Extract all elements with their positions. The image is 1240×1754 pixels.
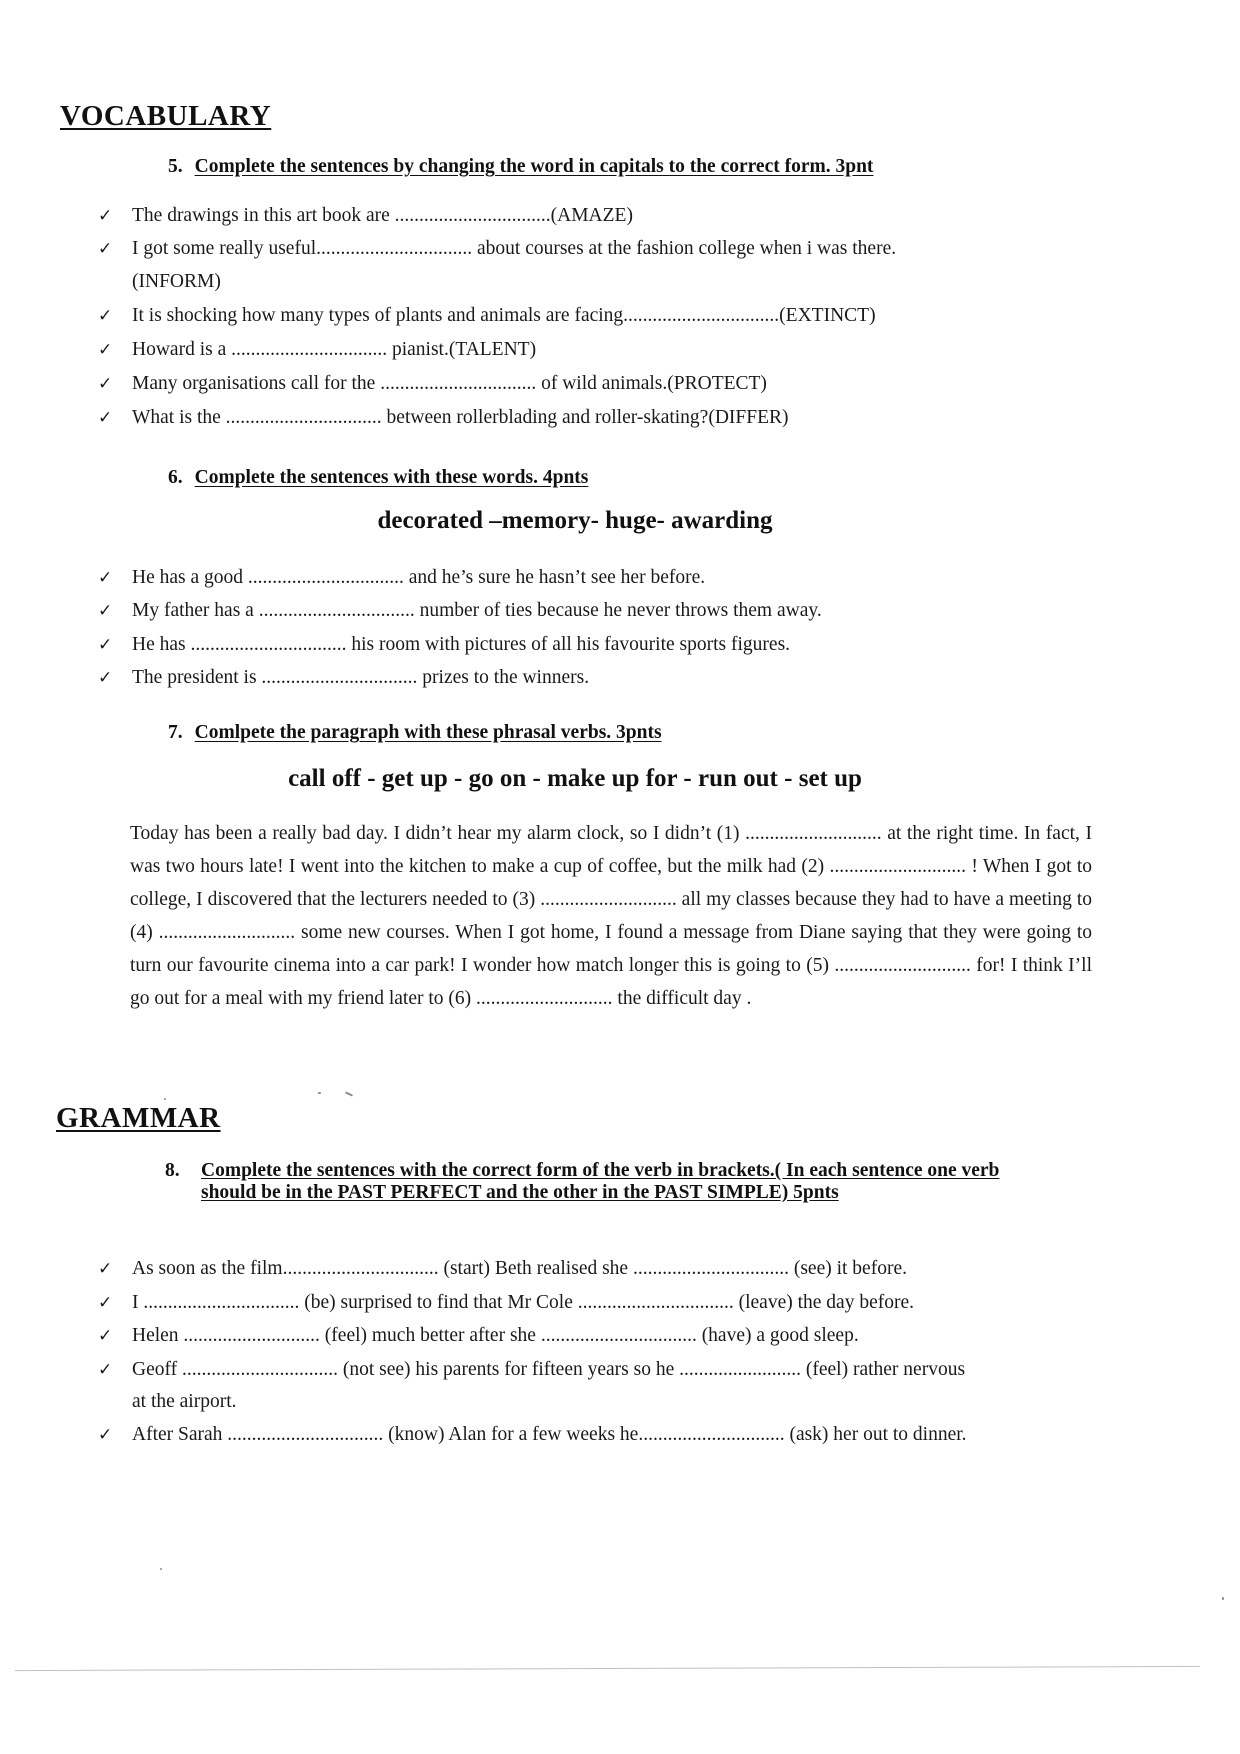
list-item <box>98 201 633 231</box>
item-text: I got some really useful................................ about courses at the fashion college when i was there. <box>132 238 897 259</box>
checkmark-icon: ✓ <box>98 635 113 655</box>
list-item <box>98 563 706 593</box>
checkmark-icon: ✓ <box>98 408 113 428</box>
list-item <box>98 369 767 399</box>
ex7-number: 7. <box>168 722 183 743</box>
list-item <box>98 1254 907 1284</box>
item-text: My father has a ................................ number of ties because he never throws them away. <box>132 600 822 621</box>
list-item <box>98 1321 859 1351</box>
scan-speck <box>164 1098 166 1100</box>
ex7-paragraph: Today has been a really bad day. I didn’t hear my alarm clock, so I didn’t (1) ............................ at the right time. In fact, I was two hours late! I went into the kitchen to make a cup of coffee, but the milk had (2) ............................ ! When I got to college, I discovered that the lecturers needed to (3) ............................ all my classes because they had to have a meeting to (4) ............................ some new courses. When I got home, I found a message from Diane saying that they were going to turn our favourite cinema into a car park! I wonder how match longer this is going to (5) ............................ for! I think I’ll go out for a meal with my friend later to (6) ............................ the difficult day . <box>130 823 1092 1009</box>
scan-speck <box>160 1568 162 1570</box>
ex7-heading <box>168 722 662 744</box>
list-item <box>98 630 791 660</box>
item-text: (INFORM) <box>132 271 221 292</box>
ex5-heading-text: Complete the sentences by changing the word in capitals to the correct form. 3pnt <box>194 156 874 177</box>
bottom-rule <box>15 1666 1200 1671</box>
item-text: Howard is a ................................ pianist.(TALENT) <box>132 339 537 360</box>
scan-speck <box>318 1092 321 1094</box>
list-item <box>98 403 789 433</box>
list-item-continuation <box>132 1387 237 1417</box>
list-item <box>98 1355 966 1385</box>
item-text: Helen ............................ (feel) much better after she ................................ (have) a good sleep. <box>132 1325 859 1346</box>
ex8-heading-text: Complete the sentences with the correct form of the verb in brackets.( In each sentence one verb should be in the PAST PERFECT and the other in the PAST SIMPLE) 5pnts <box>201 1160 1000 1203</box>
ex7-heading-text: Comlpete the paragraph with these phrasal verbs. 3pnts <box>194 722 662 743</box>
list-item <box>98 234 897 264</box>
checkmark-icon: ✓ <box>98 1293 113 1313</box>
ex6-heading <box>168 467 588 489</box>
checkmark-icon: ✓ <box>98 239 113 259</box>
list-item <box>98 335 537 365</box>
item-text: After Sarah ................................ (know) Alan for a few weeks he.............................. (ask) her out to dinner. <box>132 1424 967 1445</box>
checkmark-icon: ✓ <box>98 206 113 226</box>
checkmark-icon: ✓ <box>98 374 113 394</box>
item-text: What is the ................................ between rollerblading and roller-skating?(DIFFER) <box>132 407 789 428</box>
checkmark-icon: ✓ <box>98 1425 113 1445</box>
scan-speck <box>345 1091 353 1096</box>
item-text: at the airport. <box>132 1391 237 1412</box>
item-text: He has a good ................................ and he’s sure he hasn’t see her before. <box>132 567 706 588</box>
ex5-heading <box>168 156 873 178</box>
vocabulary-title: VOCABULARY <box>60 100 272 132</box>
ex5-number: 5. <box>168 156 183 177</box>
ex6-word-bank: decorated –memory- huge- awarding <box>377 507 773 534</box>
ex6-heading-text: Complete the sentences with these words. 4pnts <box>194 467 589 488</box>
checkmark-icon: ✓ <box>98 601 113 621</box>
checkmark-icon: ✓ <box>98 1326 113 1346</box>
item-text: It is shocking how many types of plants and animals are facing................................(EXTINCT) <box>132 305 876 326</box>
checkmark-icon: ✓ <box>98 668 113 688</box>
list-item-continuation <box>132 267 221 297</box>
checkmark-icon: ✓ <box>98 568 113 588</box>
item-text: I ................................ (be) surprised to find that Mr Cole ................................ (leave) the day before. <box>132 1292 914 1313</box>
scan-speck <box>1222 1597 1224 1600</box>
ex8-number: 8. <box>165 1160 180 1181</box>
item-text: Many organisations call for the ................................ of wild animals.(PROTECT) <box>132 373 767 394</box>
checkmark-icon: ✓ <box>98 1360 113 1380</box>
list-item <box>98 663 590 693</box>
ex8-heading <box>165 1160 1045 1204</box>
grammar-title: GRAMMAR <box>56 1102 221 1134</box>
list-item <box>98 301 876 331</box>
list-item <box>98 596 822 626</box>
item-text: The president is ................................ prizes to the winners. <box>132 667 590 688</box>
ex7-word-bank: call off - get up - go on - make up for - run out - set up <box>288 765 862 792</box>
checkmark-icon: ✓ <box>98 306 113 326</box>
checkmark-icon: ✓ <box>98 1259 113 1279</box>
ex6-number: 6. <box>168 467 183 488</box>
checkmark-icon: ✓ <box>98 340 113 360</box>
list-item <box>98 1420 967 1450</box>
list-item <box>98 1288 914 1318</box>
item-text: He has ................................ his room with pictures of all his favourite sports figures. <box>132 634 791 655</box>
item-text: Geoff ................................ (not see) his parents for fifteen years so he ......................... (feel) rather nervous <box>132 1359 966 1380</box>
item-text: As soon as the film................................ (start) Beth realised she ................................ (see) it before. <box>132 1258 907 1279</box>
item-text: The drawings in this art book are ................................(AMAZE) <box>132 205 633 226</box>
